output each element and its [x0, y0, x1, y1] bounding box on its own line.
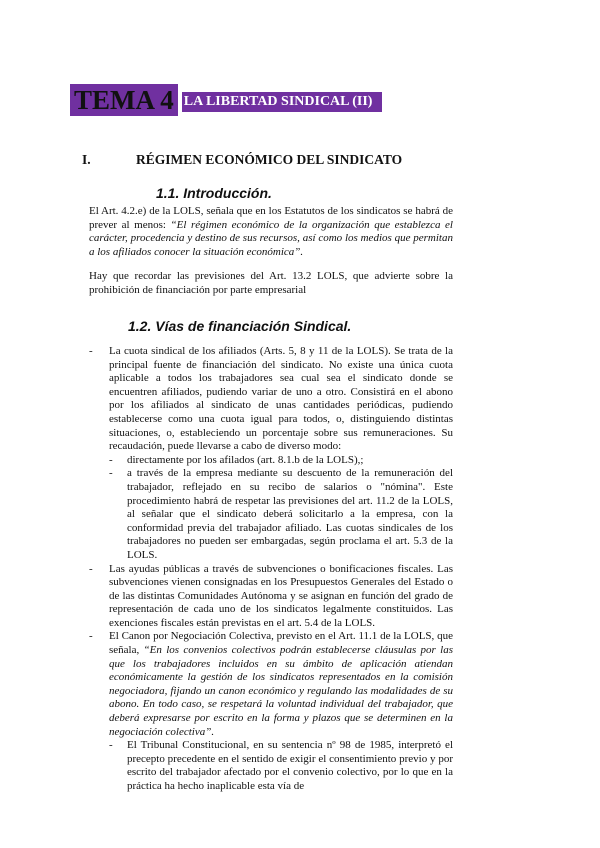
subsection-heading-financing: 1.2. Vías de financiación Sindical. [128, 318, 352, 334]
sub-list-item: - a través de la empresa mediante su descuento de la remuneración del trabajador, reflejado en su recibo de salarios o "nómina". Este procedimiento habrá de respetar las previsiones del art. 11.2 de la LOLS, al señalar que el sindicato deberá solicitarlo a la empresa, con la conformidad previa del trabajador afiliado. Las cuotas sindicales de los trabajadores no pueden ser embargadas, según proclama el art. 5.3 de la LOLS. [109, 467, 453, 561]
section-heading [82, 152, 402, 168]
chapter-subtitle: LA LIBERTAD SINDICAL (II) [182, 92, 383, 112]
sub-list-item: - El Tribunal Constitucional, en su sentencia nº 98 de 1985, interpretó el precepto precedente en el sentido de exigir el consentimiento previo y por escrito del trabajador afectado por el convenio colectivo, por lo que en la práctica ha hecho inaplicable esta vía de [109, 739, 453, 792]
subsection-heading-intro: 1.1. Introducción. [156, 185, 272, 201]
sub-list-item: - directamente por los afilados (art. 8.1.b de la LOLS),; [109, 453, 364, 466]
financing-list [89, 345, 453, 794]
list-item: - La cuota sindical de los afiliados (Arts. 5, 8 y 11 de la LOLS). Se trata de la principal fuente de financiación del sindicato. No existe una única cuota aplicable a todos los trabajadores sea cual sea el sindicato donde se encuentren afiliados, pudiendo variar de uno a otro. Consistirá en el abono por los afiliados al sindicato de unas cantidades periódicas, pudiendo establecerse como una cuota igual para todos, o, distinguiendo distintas situaciones, o, estableciendo un porcentaje sobre sus remuneraciones. Su recaudación, puede llevarse a cabo de diverso modo: [89, 345, 453, 453]
list-item: - El Canon por Negociación Colectiva, previsto en el Art. 11.1 de la LOLS, que señala, “En los convenios colectivos podrán establecerse cláusulas por las que los trabajadores incluidos en su ámbito de aplicación atiendan económicamente la gestión de los sindicatos representados en la comisión negociadora, fijando un canon económico y regulando las modalidades de su abono. En todo caso, se respetará la voluntad individual del trabajador, que deberá expresarse por escrito en la forma y plazos que se determinen en la negociación colectiva”. [89, 630, 453, 738]
intro-paragraph-2: Hay que recordar las previsiones del Art. 13.2 LOLS, que advierte sobre la prohibición de financiación por parte empresarial [89, 270, 453, 296]
section-title: RÉGIMEN ECONÓMICO DEL SINDICATO [136, 152, 403, 167]
list-item: - Las ayudas públicas a través de subvenciones o bonificaciones fiscales. Las subvenciones vienen consignadas en los Presupuestos Generales del Estado o de las distintas Comunidades Autónoma y se asignan en función del grado de representación de cada uno de los sindicatos legalmente constituidos. Las exenciones fiscales están previstas en el art. 5.4 de la LOLS. [89, 562, 453, 629]
canon-quote: “En los convenios colectivos podrán establecerse cláusulas por las que los trabajadores incluidos en su ámbito de aplicación atiendan económicamente la gestión de los sindicatos representados en la comisión negociadora, fijando un canon económico y regulando las modalidades de su abono. En todo caso, se respetará la voluntad individual del trabajador, que deberá expresarse por escrito en la forma y plazos que se determinen en la negociación colectiva”. [109, 644, 453, 738]
statute-quote: “El régimen económico de la organización que establezca el carácter, procedencia y destino de sus recursos, así como los medios que permitan a los afiliados conocer la situación económica”. [89, 218, 453, 259]
tema-label: TEMA 4 [70, 84, 178, 116]
chapter-title [70, 84, 382, 116]
intro-paragraph-1: El Art. 4.2.e) de la LOLS, señala que en los Estatutos de los sindicatos se habrá de prever al menos: “El régimen económico de la organización que establezca el carácter, procedencia y destino de sus recursos, así como los medios que permitan a los afiliados conocer la situación económica”. [89, 205, 453, 259]
section-number: I. [82, 152, 91, 167]
